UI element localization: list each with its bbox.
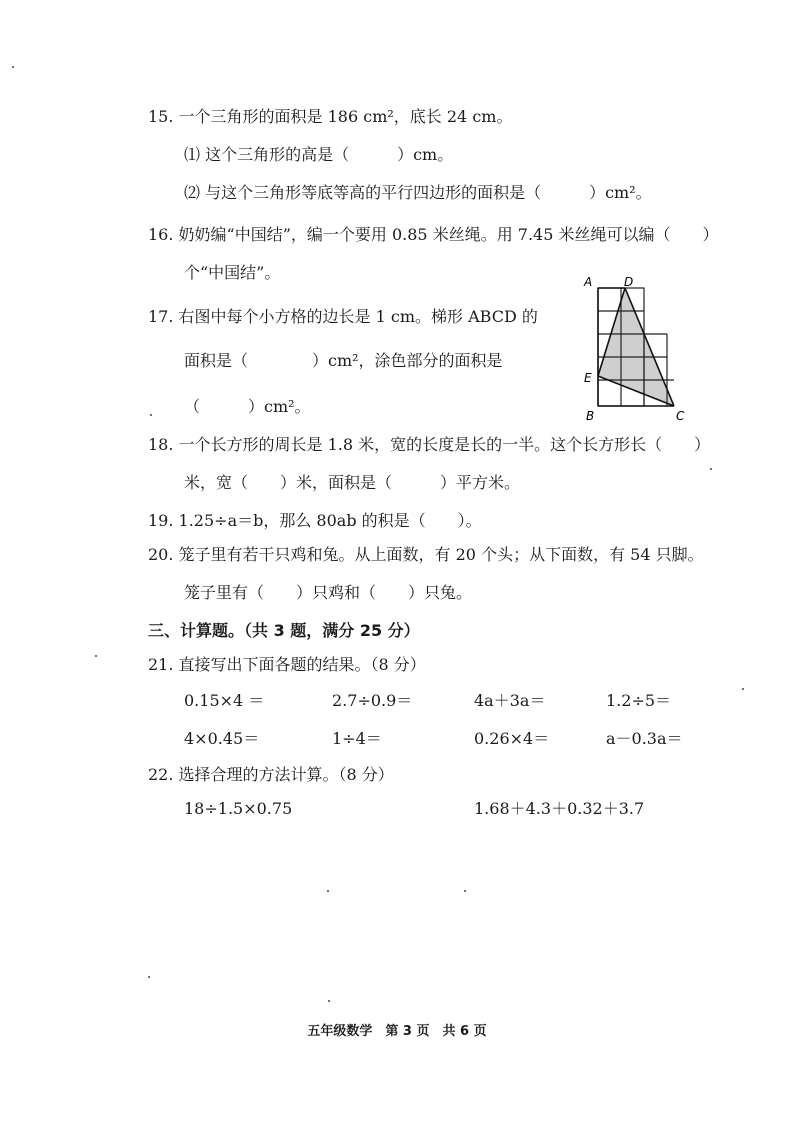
trapezoid-diagram (580, 274, 692, 424)
label-d: D (624, 275, 634, 289)
q15-part1: ⑴ 这个三角形的高是（ ）cm。 (184, 145, 454, 164)
q21-r2-c2: 1÷4＝ (332, 729, 382, 748)
section-3-heading: 三、计算题。（共 3 题，满分 25 分） (148, 621, 420, 640)
label-c: C (676, 409, 685, 423)
q22-title: 22. 选择合理的方法计算。（8 分） (148, 765, 394, 784)
q19-line1: 19. 1.25÷a＝b，那么 80ab 的积是（ ）。 (148, 511, 482, 530)
scan-speck (327, 890, 329, 892)
q16-line2: 个“中国结”。 (184, 263, 281, 282)
q21-r1-c1: 0.15×4 ＝ (184, 691, 265, 710)
q20-line2: 笼子里有（ ）只鸡和（ ）只兔。 (184, 583, 473, 602)
scan-speck (150, 414, 152, 416)
q15-part2: ⑵ 与这个三角形等底等高的平行四边形的面积是（ ）cm²。 (184, 183, 652, 202)
label-a: A (584, 275, 593, 289)
q17-line1: 17. 右图中每个小方格的边长是 1 cm。梯形 ABCD 的 (148, 307, 538, 326)
q16-line1: 16. 奶奶编“中国结”，编一个要用 0.85 米丝绳。用 7.45 米丝绳可以编（ ） (148, 225, 719, 244)
q17-line3: （ ）cm²。 (184, 397, 311, 416)
scan-speck (148, 976, 150, 978)
q18-line1: 18. 一个长方形的周长是 1.8 米，宽的长度是长的一半。这个长方形长（ ） (148, 435, 711, 454)
q21-r1-c4: 1.2÷5＝ (606, 691, 672, 710)
scan-speck (710, 468, 712, 470)
scan-speck (12, 66, 14, 68)
q15-stem: 15. 一个三角形的面积是 186 cm²，底长 24 cm。 (148, 107, 513, 126)
trapezoid-figure (580, 274, 692, 424)
scan-speck (328, 1000, 330, 1002)
label-e: E (584, 371, 592, 385)
q21-r2-c3: 0.26×4＝ (474, 729, 550, 748)
page-footer: 五年级数学 第 3 页 共 6 页 (307, 1024, 487, 1039)
scan-speck (95, 655, 97, 657)
q21-r2-c1: 4×0.45＝ (184, 729, 260, 748)
label-b: B (586, 409, 595, 423)
q20-line1: 20. 笼子里有若干只鸡和兔。从上面数，有 20 个头；从下面数，有 54 只脚。 (148, 545, 704, 564)
shaded-region (598, 288, 674, 406)
q18-line2: 米，宽（ ）米，面积是（ ）平方米。 (184, 473, 521, 492)
q17-line2: 面积是（ ）cm²，涂色部分的面积是 (184, 351, 503, 370)
q22-item-1: 18÷1.5×0.75 (184, 799, 293, 818)
q21-r1-c2: 2.7÷0.9＝ (332, 691, 413, 710)
scan-speck (742, 688, 744, 690)
q22-item-2: 1.68＋4.3＋0.32＋3.7 (474, 799, 645, 818)
scan-speck (464, 890, 466, 892)
q21-r2-c4: a－0.3a＝ (606, 729, 683, 748)
q21-title: 21. 直接写出下面各题的结果。（8 分） (148, 655, 426, 674)
q21-r1-c3: 4a＋3a＝ (474, 691, 546, 710)
